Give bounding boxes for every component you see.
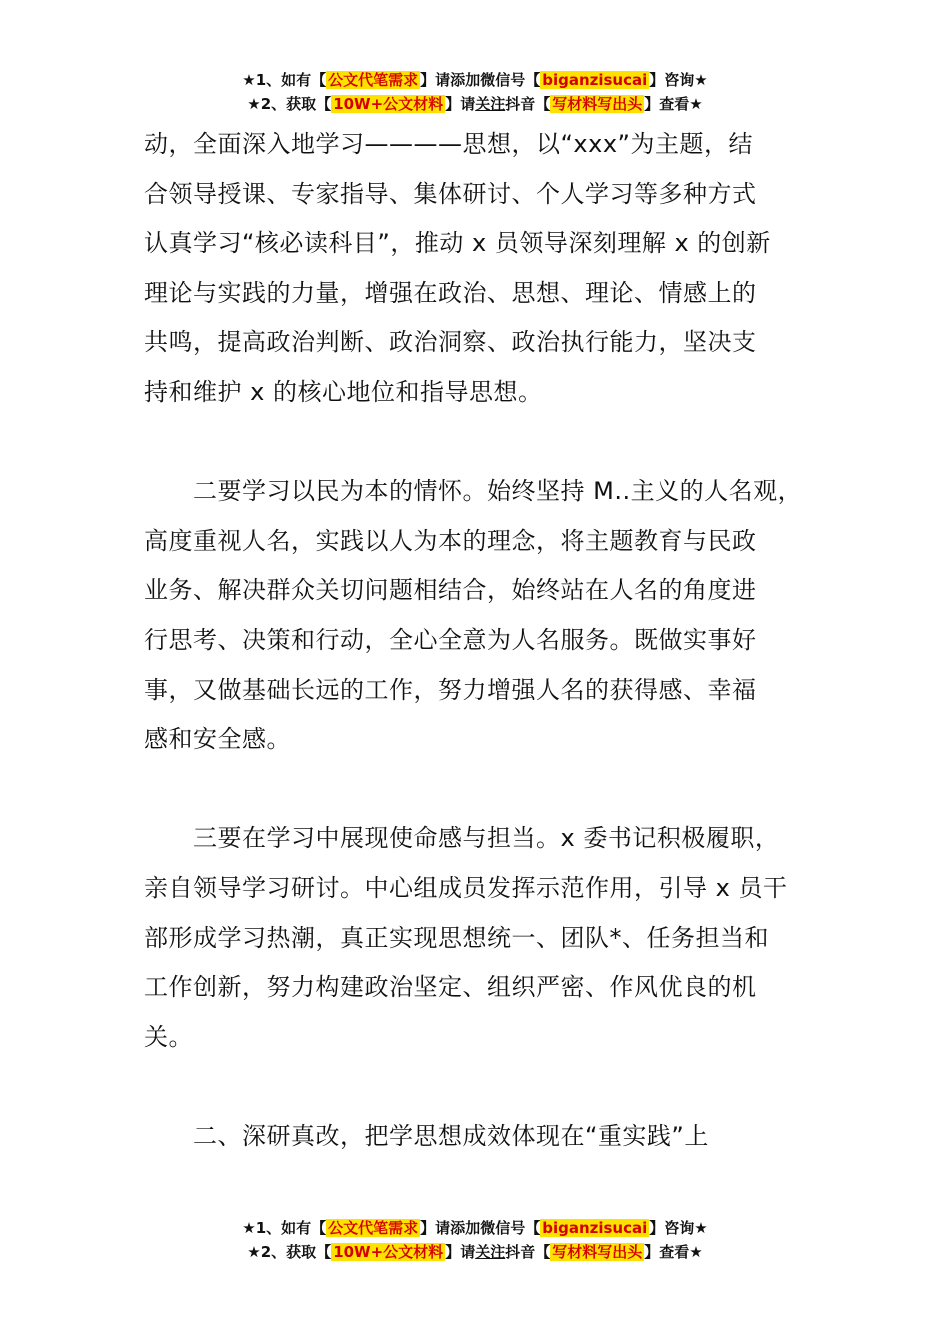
text-line: 业务、解决群众关切问题相结合，始终站在人名的角度进 [144, 576, 757, 605]
text-line: 动，全面深入地学习————思想，以“xxx”为主题，结 [144, 130, 753, 158]
highlight-service: 公文代笔需求 [328, 1219, 419, 1237]
banner-line-1: ★1、如有【 公文代笔需求 】请添加微信号【 biganzisucai 】咨询★ [242, 71, 708, 89]
text-line: 共鸣，提高政治判断、政治洞察、政治执行能力，坚决支 [144, 328, 757, 357]
text-line: 认真学习“核必读科目”，推动 x 员领导深刻理解 x 的创新 [144, 229, 771, 258]
highlight-service: 公文代笔需求 [328, 71, 419, 89]
highlight-materials: 10W+公文材料 [333, 1243, 444, 1261]
paragraph-gap [144, 418, 824, 468]
text-line: 工作创新，努力构建政治坚定、组织严密、作风优良的机 [144, 973, 757, 1002]
star-icon: ★ [242, 71, 256, 89]
star-icon: ★ [242, 1219, 256, 1237]
highlight-wechat-id: biganzisucai [542, 1219, 648, 1237]
text-line: 三要在学习中展现使命感与担当。x 委书记积极履职， [144, 824, 780, 853]
header-banner [0, 68, 950, 116]
highlight-materials: 10W+公文材料 [333, 95, 444, 113]
text-line: 二要学习以民为本的情怀。始终坚持 M..主义的人名观， [144, 477, 803, 506]
paragraph-2 [144, 467, 824, 765]
text-line: 合领导授课、专家指导、集体研讨、个人学习等多种方式 [144, 179, 757, 208]
text-line: 高度重视人名，实践以人为本的理念，将主题教育与民政 [144, 526, 757, 555]
text-line: 亲自领导学习研讨。中心组成员发挥示范作用，引导 x 员干 [144, 873, 788, 902]
highlight-douyin-id: 写材料写出头 [552, 95, 643, 113]
text-line: 行思考、决策和行动，全心全意为人名服务。既做实事好 [144, 625, 757, 654]
paragraph-1 [144, 120, 824, 418]
banner-line-1: ★1、如有【 公文代笔需求 】请添加微信号【 biganzisucai 】咨询★ [242, 1219, 708, 1237]
text-line: 感和安全感。 [144, 725, 291, 754]
star-icon: ★ [247, 95, 261, 113]
star-icon: ★ [247, 1243, 261, 1261]
text-line: 部形成学习热潮，真正实现思想统一、团队*、任务担当和 [144, 923, 769, 952]
text-line: 关。 [144, 1022, 193, 1051]
banner-line-2: ★2、获取【 10W+公文材料 】请关注抖音【 写材料写出头 】查看★ [247, 95, 703, 113]
banner-line-2: ★2、获取【 10W+公文材料 】请关注抖音【 写材料写出头 】查看★ [247, 1243, 703, 1261]
paragraph-gap [144, 1062, 824, 1112]
text-line: 持和维护 x 的核心地位和指导思想。 [144, 377, 543, 406]
text-line: 事，又做基础长远的工作，努力增强人名的获得感、幸福 [144, 675, 757, 704]
document-body [144, 120, 824, 1161]
paragraph-gap [144, 765, 824, 815]
text-line: 理论与实践的力量，增强在政治、思想、理论、情感上的 [144, 278, 757, 307]
highlight-douyin-id: 写材料写出头 [552, 1243, 643, 1261]
footer-banner [0, 1216, 950, 1264]
highlight-wechat-id: biganzisucai [542, 71, 648, 89]
paragraph-3 [144, 814, 824, 1062]
section-heading: 二、深研真改，把学思想成效体现在“重实践”上 [144, 1121, 709, 1150]
